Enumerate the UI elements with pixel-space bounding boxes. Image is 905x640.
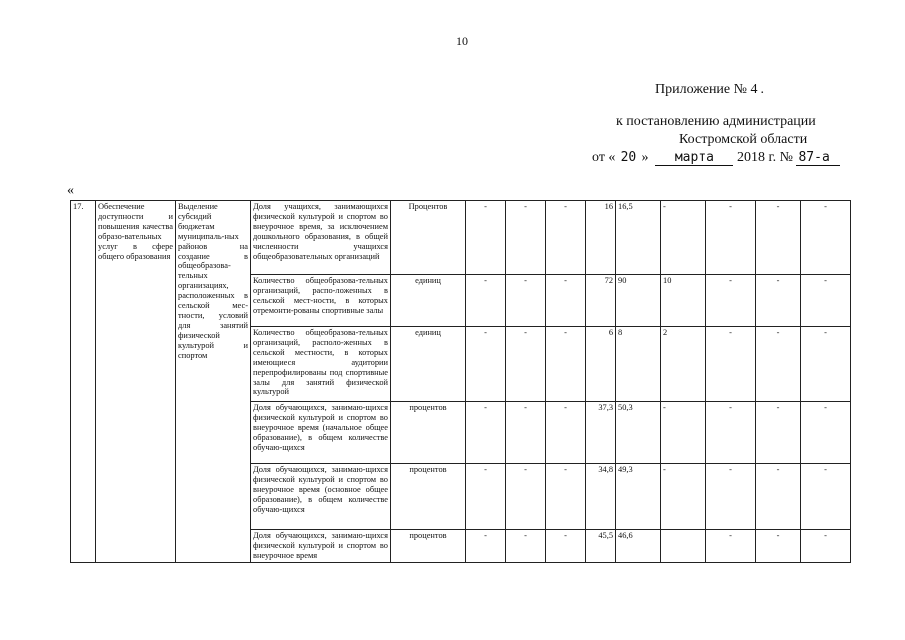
unit-cell: Процентов — [391, 201, 466, 275]
value-cell: - — [546, 201, 586, 275]
value-cell: - — [506, 327, 546, 402]
value-cell: - — [801, 327, 851, 402]
value-cell: - — [756, 402, 801, 464]
unit-cell: процентов — [391, 402, 466, 464]
value-cell: - — [661, 402, 706, 464]
date-close-quote: » — [641, 150, 649, 165]
decree-number: 87-а — [796, 151, 840, 166]
value-cell: 45,5 — [586, 530, 616, 563]
value-cell: - — [706, 327, 756, 402]
table-row — [71, 201, 851, 275]
value-cell: - — [506, 402, 546, 464]
decree-date-line — [592, 150, 840, 166]
value-cell: 16 — [586, 201, 616, 275]
appendix-title-text: Приложение № 4 — [655, 82, 758, 97]
value-cell: - — [661, 464, 706, 530]
value-cell: - — [801, 464, 851, 530]
value-cell: 72 — [586, 275, 616, 327]
value-cell — [661, 530, 706, 563]
value-cell: - — [756, 275, 801, 327]
date-prefix: от « — [592, 150, 616, 165]
value-cell: - — [756, 530, 801, 563]
table-body — [71, 201, 851, 563]
unit-cell: процентов — [391, 530, 466, 563]
value-cell: - — [801, 275, 851, 327]
value-cell: - — [506, 464, 546, 530]
value-cell: - — [661, 201, 706, 275]
value-cell: - — [756, 327, 801, 402]
value-cell: 6 — [586, 327, 616, 402]
value-cell: 16,5 — [616, 201, 661, 275]
indicator-cell: Доля учащихся, занимающихся физической культурой и спортом во внеурочное время, за исключением дошкольного образования, в общей численности учащихся общеобразовательных организаций — [251, 201, 391, 275]
decree-day: 20 — [620, 150, 637, 165]
indicator-cell: Доля обучающихся, занимаю-щихся физической культурой и спортом во внеурочное время — [251, 530, 391, 563]
value-cell: - — [546, 530, 586, 563]
value-cell: 10 — [661, 275, 706, 327]
appendix-title-dot: . — [760, 82, 764, 97]
unit-cell: единиц — [391, 275, 466, 327]
value-cell: 8 — [616, 327, 661, 402]
value-cell: 37,3 — [586, 402, 616, 464]
value-cell: - — [466, 201, 506, 275]
value-cell: - — [466, 327, 506, 402]
decree-month: марта — [655, 151, 733, 166]
value-cell: - — [706, 464, 756, 530]
value-cell: - — [801, 402, 851, 464]
value-cell: - — [506, 530, 546, 563]
unit-cell: процентов — [391, 464, 466, 530]
value-cell: 2 — [661, 327, 706, 402]
value-cell: - — [706, 530, 756, 563]
value-cell: - — [466, 275, 506, 327]
value-cell: - — [466, 464, 506, 530]
indicator-cell: Доля обучающихся, занимаю-щихся физической культурой и спортом во внеурочное время (начальное общее образование), в общем количестве обучаю-щихся — [251, 402, 391, 464]
value-cell: 50,3 — [616, 402, 661, 464]
value-cell: 34,8 — [586, 464, 616, 530]
appendix-title — [655, 82, 764, 98]
value-cell: - — [506, 201, 546, 275]
activity-cell: Выделение субсидий бюджетам муниципаль-ных районов на создание в общеобразова-тельных организациях, расположенных в сельской мес-тности, условий для занятий физической культурой и спортом — [176, 201, 251, 563]
opening-quote: « — [67, 183, 74, 198]
value-cell: - — [506, 275, 546, 327]
value-cell: - — [546, 275, 586, 327]
value-cell: - — [546, 464, 586, 530]
indicator-cell: Доля обучающихся, занимаю-щихся физической культурой и спортом во внеурочное время (основное общее образование), в общем количестве обучаю-щихся — [251, 464, 391, 530]
indicator-cell: Количество общеобразова-тельных организаций, располо-женных в сельской местности, в которых имеющиеся аудитории перепрофилированы под спортивные залы для занятий физической культурой — [251, 327, 391, 402]
value-cell: - — [801, 530, 851, 563]
value-cell: - — [546, 327, 586, 402]
value-cell: - — [546, 402, 586, 464]
value-cell: - — [756, 464, 801, 530]
indicators-table — [70, 200, 851, 563]
value-cell: 90 — [616, 275, 661, 327]
decree-year: 2018 г. № — [736, 150, 793, 165]
decree-reference: к постановлению администрации — [616, 114, 816, 129]
indicator-cell: Количество общеобразова-тельных организаций, распо-ложенных в сельской мест-ности, в которых отремонти-рованы спортивные залы — [251, 275, 391, 327]
goal-cell: Обеспечение доступности и повышения качества образо-вательных услуг в сфере общего образования — [96, 201, 176, 563]
decree-authority: Костромской области — [679, 132, 808, 147]
value-cell: 46,6 — [616, 530, 661, 563]
page-number: 10 — [456, 34, 468, 48]
value-cell: - — [706, 275, 756, 327]
value-cell: - — [706, 201, 756, 275]
value-cell: - — [466, 402, 506, 464]
value-cell: 49,3 — [616, 464, 661, 530]
value-cell: - — [706, 402, 756, 464]
unit-cell: единиц — [391, 327, 466, 402]
value-cell: - — [756, 201, 801, 275]
value-cell: - — [801, 201, 851, 275]
value-cell: - — [466, 530, 506, 563]
row-number-cell: 17. — [71, 201, 96, 563]
